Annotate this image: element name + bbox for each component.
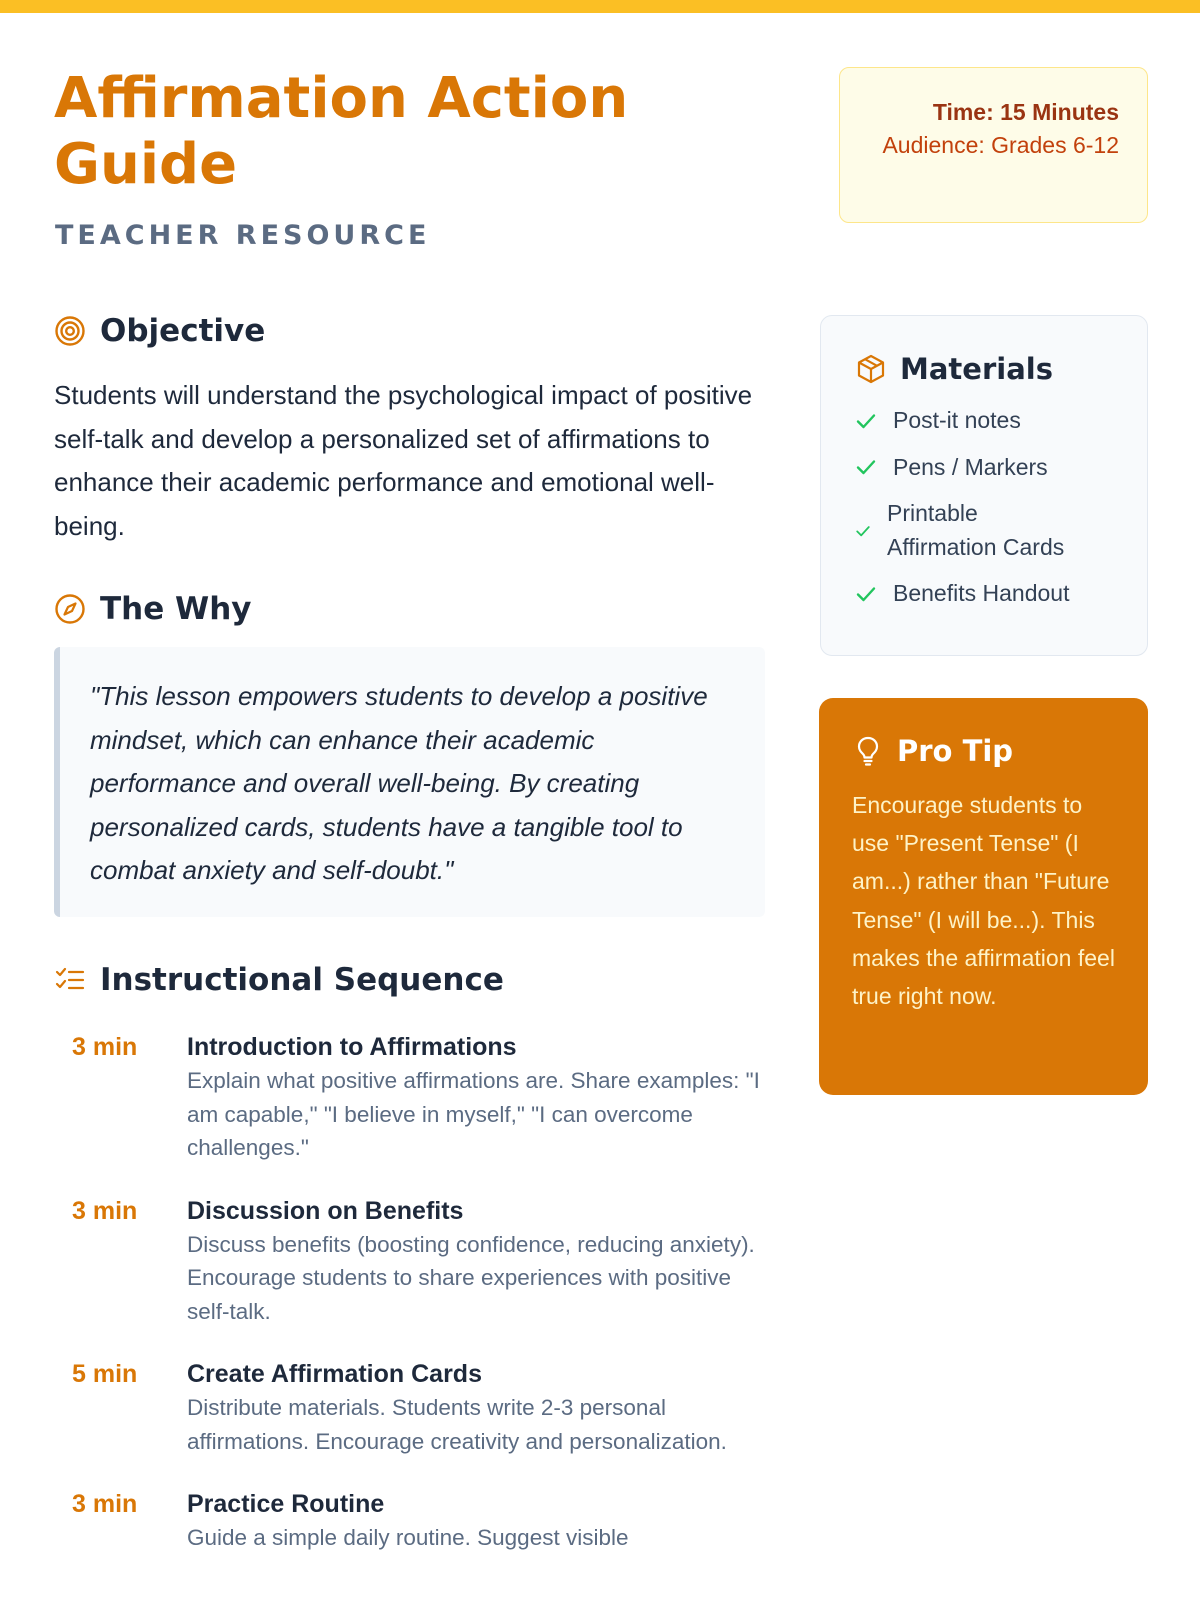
step-duration: 3 min — [72, 1490, 138, 1518]
pro-tip-heading — [852, 734, 1122, 768]
material-label: Post-it notes — [893, 407, 1021, 433]
top-accent-bar — [0, 0, 1200, 13]
objective-text: Students will understand the psychological impact of positive self-talk and develop a personalized set of affirmations to enhance their academic performance and emotional well-being. — [54, 380, 753, 541]
list-item — [855, 497, 1147, 564]
why-heading-label: The Why — [100, 591, 252, 627]
objective-heading-label: Objective — [100, 313, 266, 349]
compass-icon — [54, 593, 86, 625]
sequence-step — [54, 1030, 774, 1165]
list-item — [855, 404, 1147, 438]
lesson-audience: Audience: Grades 6-12 — [882, 132, 1119, 158]
sequence-step — [54, 1357, 774, 1458]
checklist-icon — [54, 964, 86, 996]
step-title: Create Affirmation Cards — [187, 1360, 482, 1388]
check-icon — [855, 523, 875, 539]
page-subtitle: TEACHER RESOURCE — [55, 220, 431, 251]
sequence-heading — [54, 962, 504, 998]
materials-list — [855, 404, 1147, 611]
step-title: Discussion on Benefits — [187, 1196, 464, 1225]
pro-tip-text: Encourage students to use "Present Tense" (I am...) rather than "Future Tense" (I will be...). This makes the affirmation feel true right now. — [852, 792, 1115, 1010]
lightbulb-icon — [852, 735, 884, 767]
lesson-meta-box — [839, 67, 1148, 223]
step-description: Discuss benefits (boosting confidence, reducing anxiety). Encourage students to share experiences with positive self-talk. — [187, 1231, 755, 1324]
material-label: Printable Affirmation Cards — [887, 500, 1065, 560]
step-duration: 5 min — [72, 1360, 138, 1388]
check-icon — [855, 410, 881, 432]
step-title: Practice Routine — [187, 1490, 385, 1518]
target-icon — [54, 315, 86, 347]
sequence-step — [54, 1487, 774, 1555]
page-title: Affirmation Action Guide — [54, 66, 629, 197]
material-label: Benefits Handout — [893, 580, 1070, 606]
step-duration: 3 min — [72, 1196, 138, 1225]
lesson-time: Time: 15 Minutes — [932, 99, 1119, 125]
list-item — [855, 577, 1147, 611]
why-quote: "This lesson empowers students to develop a positive mindset, which can enhance their academic performance and overall well-being. By creating personalized cards, students have a tangible tool to combat anxiety and self-doubt." — [54, 647, 765, 917]
sequence-heading-label: Instructional Sequence — [100, 962, 504, 998]
materials-heading-label: Materials — [900, 352, 1053, 386]
materials-heading — [855, 352, 1147, 386]
step-description: Distribute materials. Students write 2-3 personal affirmations. Encourage creativity and personalization. — [187, 1395, 727, 1454]
sequence-step — [54, 1194, 774, 1329]
check-icon — [855, 583, 881, 605]
pro-tip-card — [819, 698, 1148, 1095]
instructional-sequence — [54, 1030, 774, 1584]
pro-tip-heading-label: Pro Tip — [897, 734, 1014, 768]
objective-heading — [54, 313, 265, 349]
material-label: Pens / Markers — [893, 453, 1048, 480]
step-description: Explain what positive affirmations are. Share examples: "I am capable," "I believe in myself," "I can overcome challenges." — [187, 1068, 760, 1160]
check-icon — [855, 456, 881, 478]
box-icon — [855, 353, 887, 385]
why-heading — [54, 591, 252, 627]
step-description: Guide a simple daily routine. Suggest visible — [187, 1525, 629, 1550]
materials-card — [820, 315, 1148, 656]
list-item — [855, 451, 1147, 485]
step-duration: 3 min — [72, 1033, 138, 1061]
step-title: Introduction to Affirmations — [187, 1033, 517, 1061]
